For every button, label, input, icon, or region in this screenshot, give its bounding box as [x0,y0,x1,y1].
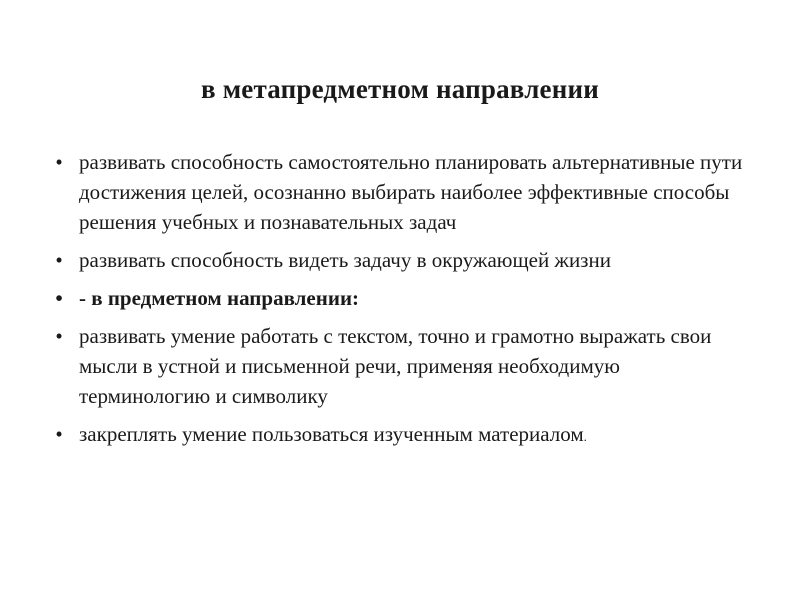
section-heading: - в предметном направлении: [79,286,360,310]
end-mark: . [583,429,587,444]
list-item [52,419,752,452]
bullet-text: закреплять умение пользоваться изученным материалом [79,422,584,446]
bullet-icon: • [55,286,63,310]
slide-title: в метапредметном направлении [200,74,600,104]
list-item [52,245,752,275]
list-item [52,283,752,313]
list-item [52,321,752,411]
list-item [52,147,752,237]
bullet-icon: • [55,248,63,272]
bullet-text: развивать умение работать с текстом, точно и грамотно выражать свои мысли в устной и письменной речи, применяя необходимую терминологию и символику [79,324,712,408]
bullet-text: развивать способность самостоятельно планировать альтернативные пути достижения целей, осознанно выбирать наиболее эффективные способы решения учебных и познавательных задач [79,150,743,234]
bullet-icon: • [55,324,63,348]
bullet-list [52,147,752,460]
bullet-icon: • [55,150,63,174]
bullet-text: развивать способность видеть задачу в окружающей жизни [79,248,611,272]
bullet-text-wrap [79,419,752,452]
bullet-icon: • [55,422,63,446]
